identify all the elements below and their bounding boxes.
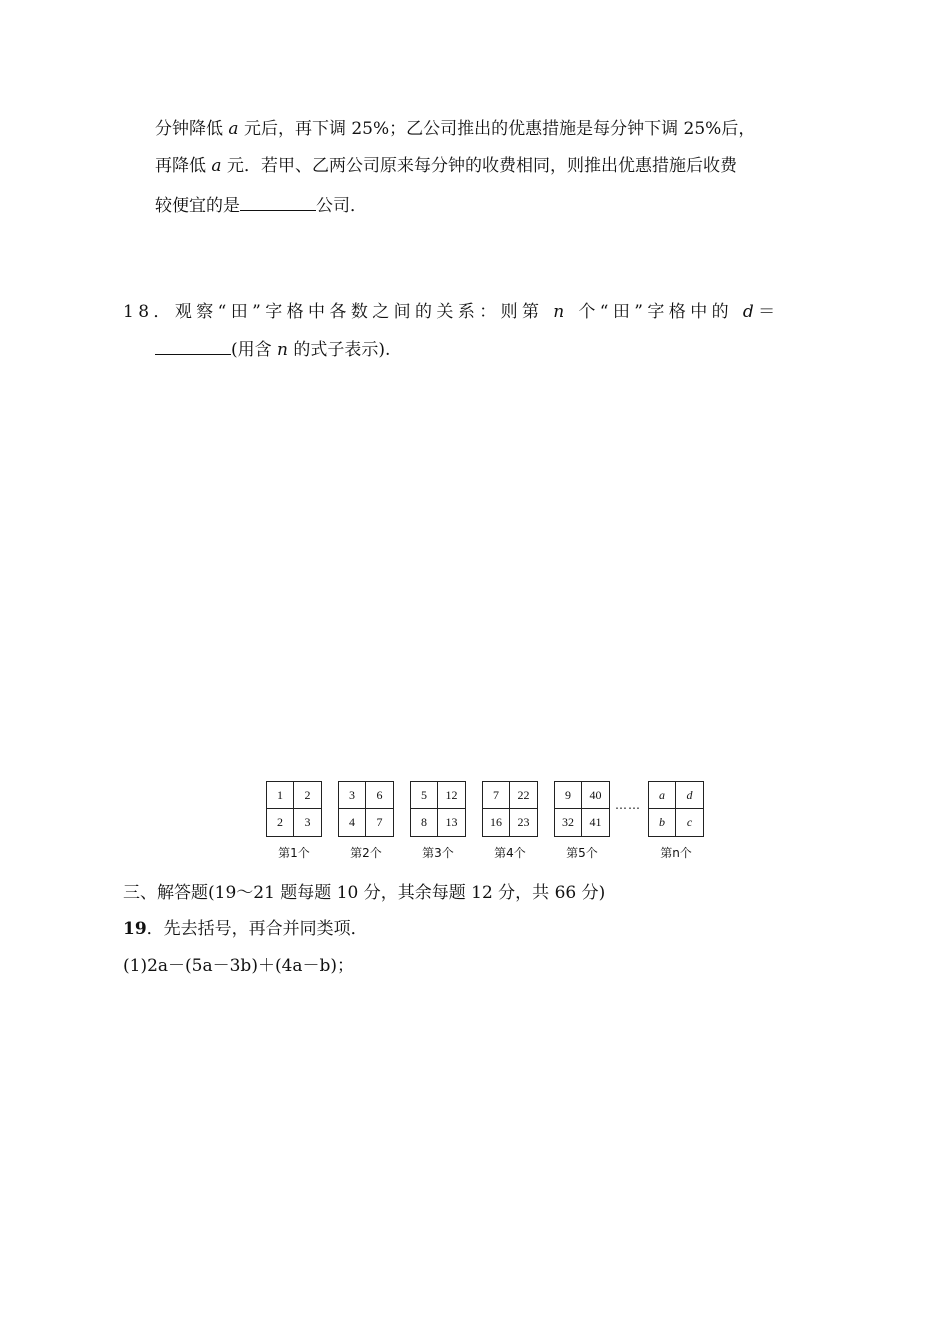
q18-line-1-var-d: d	[742, 302, 759, 322]
q17-line-1-text-a: 分钟降低	[155, 119, 223, 139]
q17-line-2-text-a: 再降低	[155, 156, 206, 176]
q19-line	[123, 918, 368, 940]
grid-cell: 16	[483, 809, 510, 836]
tian-grid-n	[648, 781, 704, 837]
grid-cell: 2	[267, 809, 294, 836]
tian-grid-3	[410, 781, 466, 837]
grid-cell: 13	[445, 815, 458, 829]
grid-cell: a	[649, 782, 676, 809]
grid-cell: 5	[411, 782, 438, 809]
grid-cell: 3	[304, 815, 311, 829]
grid-cell: 4	[339, 809, 366, 836]
q18-line-2-text-b: 的式子表示).	[293, 340, 391, 360]
q18-line-1-text-b: 个“田”字格中的	[578, 302, 733, 322]
q18-line-2-text-a: (用含	[231, 340, 272, 360]
answer-blank-17[interactable]	[240, 194, 316, 211]
q18-line-2	[155, 338, 390, 361]
grid-cell: 32	[555, 809, 582, 836]
grid-cell: c	[686, 815, 693, 829]
q17-line-2-var: a	[211, 156, 222, 176]
q18-line-1-var-n: n	[553, 302, 569, 322]
grid-cell: 22	[510, 782, 537, 809]
answer-blank-18[interactable]	[155, 338, 231, 355]
q18-line-2-var: n	[277, 340, 288, 360]
grid-caption-n: 第n个	[660, 846, 692, 860]
tian-grid-2	[338, 781, 394, 837]
ellipsis: ……	[615, 798, 641, 812]
grid-cell: 23	[517, 815, 530, 829]
q17-line-1-var: a	[228, 119, 239, 139]
q17-line-3-text-a: 较便宜的是	[155, 196, 240, 216]
q18-line-1-text-c: ＝	[758, 302, 780, 322]
q17-line-2	[155, 155, 737, 177]
grid-cell: 7	[483, 782, 510, 809]
q17-line-3	[155, 194, 367, 217]
grid-cell: 7	[376, 815, 383, 829]
section-heading: 三、解答题(19～21 题每题 10 分，其余每题 12 分，共 66 分)	[123, 883, 606, 903]
grid-cell: d	[676, 782, 703, 809]
grid-caption-3: 第3个	[422, 846, 454, 860]
q18-line-1-text-a: 18．观察“田”字格中各数之间的关系：则第	[123, 302, 544, 322]
grid-caption-1: 第1个	[278, 846, 310, 860]
grid-cell: 2	[294, 782, 321, 809]
grid-caption-2: 第2个	[350, 846, 382, 860]
tian-grid-5	[554, 781, 610, 837]
grid-cell: 3	[339, 782, 366, 809]
grid-cell: b	[649, 809, 676, 836]
grid-caption-4: 第4个	[494, 846, 526, 860]
grid-cell: 9	[555, 782, 582, 809]
q17-line-1-text-b: 元后，再下调 25%；乙公司推出的优惠措施是每分钟下调 25%后，	[243, 119, 756, 139]
grid-cell: 6	[366, 782, 393, 809]
q17-line-3-text-b: 公司．	[316, 196, 367, 216]
q17-line-1	[155, 118, 755, 140]
grid-cell: 1	[267, 782, 294, 809]
q19-part1: (1)2a－(5a－3b)＋(4a－b)；	[123, 956, 355, 976]
grid-cell: 12	[438, 782, 465, 809]
tian-grid-4	[482, 781, 538, 837]
q19-text: ．先去括号，再合并同类项．	[146, 919, 368, 939]
q17-line-2-text-b: 元．若甲、乙两公司原来每分钟的收费相同，则推出优惠措施后收费	[226, 156, 737, 176]
grid-cell: 8	[411, 809, 438, 836]
grid-cell: 40	[582, 782, 609, 809]
q18-line-1	[123, 301, 780, 323]
grid-cell: 41	[589, 815, 602, 829]
q19-number: 19	[123, 919, 147, 939]
tian-grid-1	[266, 781, 322, 837]
grid-caption-5: 第5个	[566, 846, 598, 860]
